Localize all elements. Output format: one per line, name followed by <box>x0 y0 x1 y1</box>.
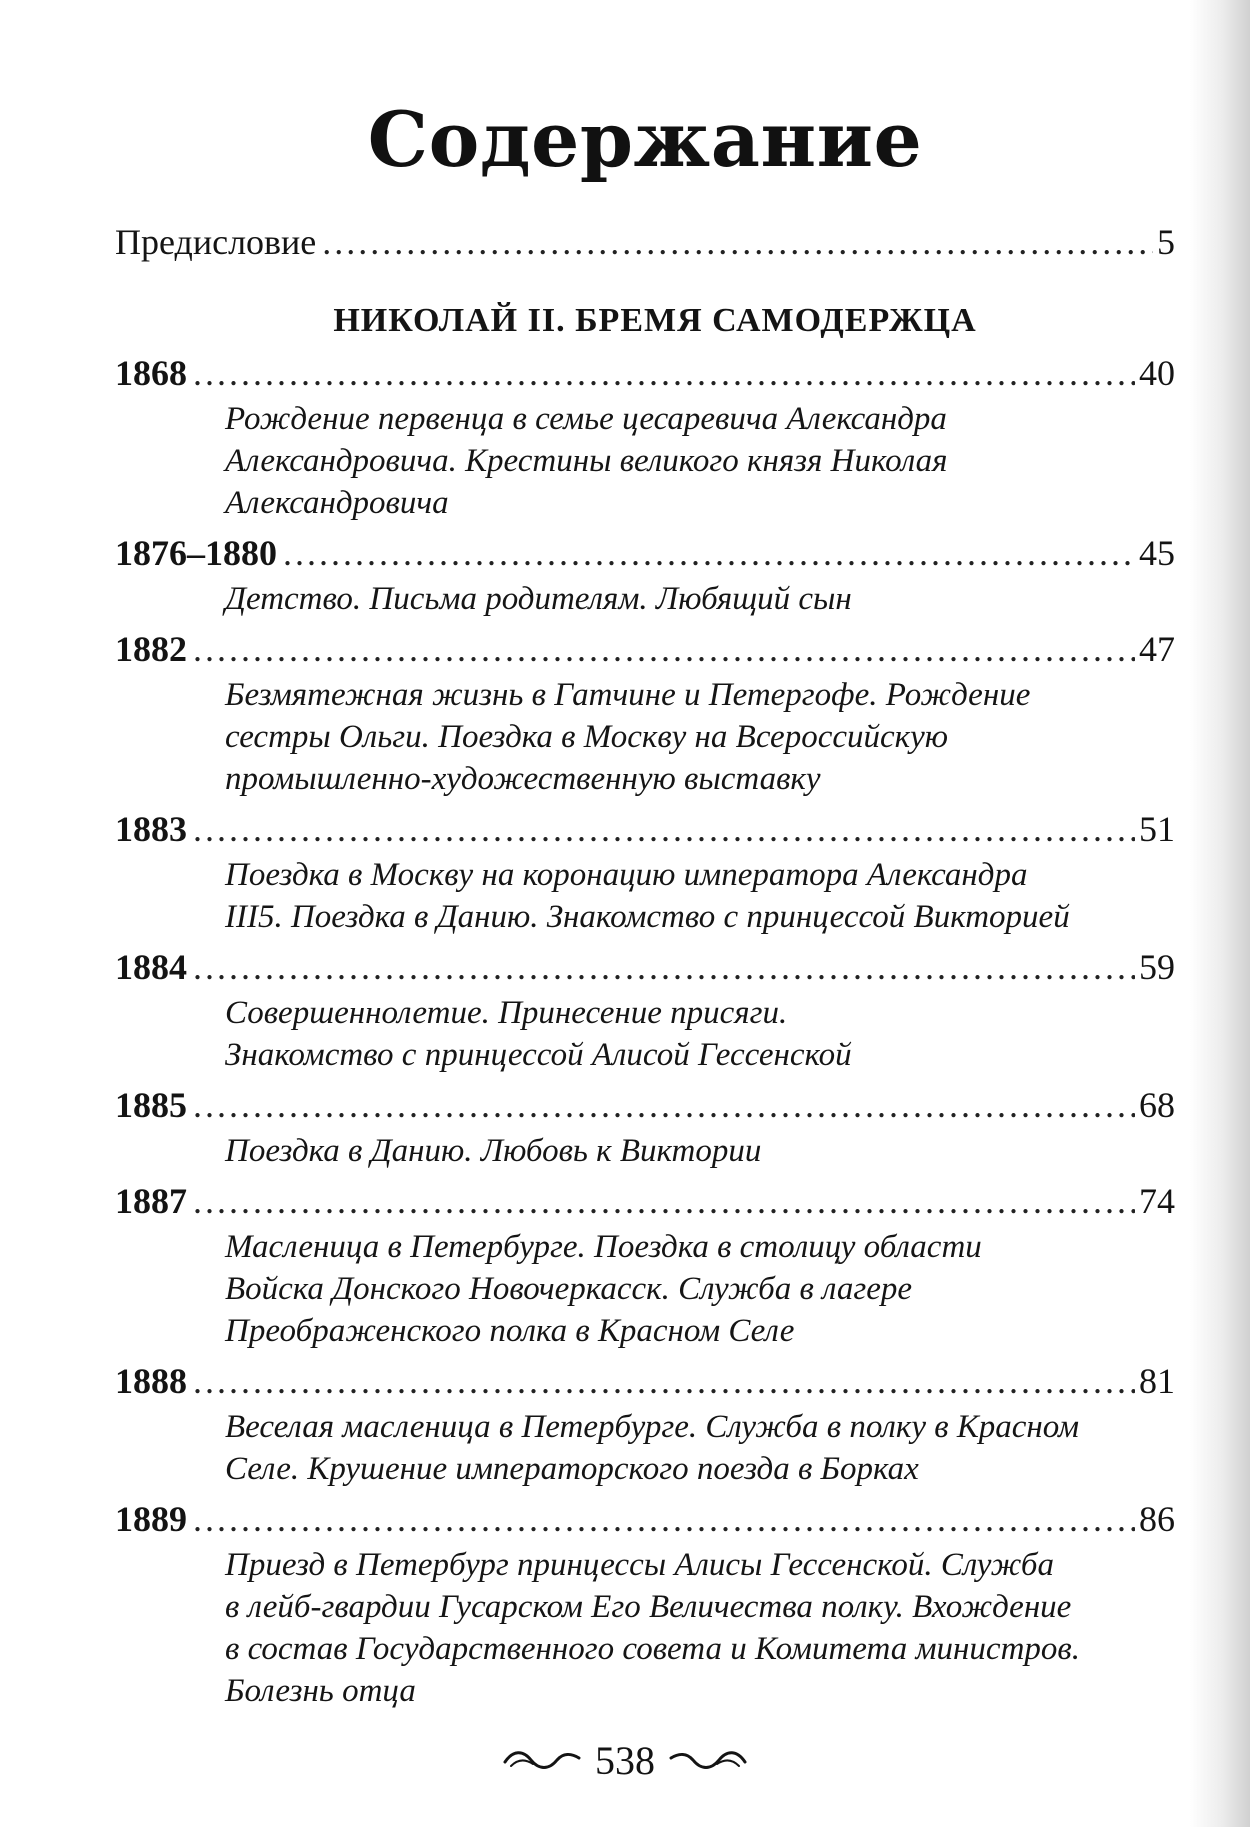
leader-dots <box>283 528 1135 578</box>
toc-entry-row <box>115 348 1175 398</box>
description-line: Поездка в Данию. Любовь к Виктории <box>225 1133 762 1169</box>
description-line: Совершеннолетие. Принесение присяги. <box>225 995 788 1031</box>
toc-entry-year: 1887 <box>115 1181 187 1221</box>
toc-page-number: 40 <box>1139 353 1175 393</box>
description-line: III5. Поездка в Данию. Знакомство с принцессой Викторией <box>225 899 1070 935</box>
description-line: в лейб-гвардии Гусарском Его Величества полку. Вхождение <box>225 1589 1072 1625</box>
leader-dots <box>193 1494 1135 1544</box>
description-line: Детство. Письма родителям. Любящий сын <box>225 581 852 617</box>
description-line: Александровича. Крестины великого князя Николая <box>225 443 948 479</box>
toc-entry-1887[interactable] <box>115 1176 1175 1352</box>
swash-ornament-icon <box>503 1746 581 1774</box>
toc-entry-1889[interactable] <box>115 1494 1175 1712</box>
toc-entry-row <box>115 942 1175 992</box>
description-line: промышленно-художественную выставку <box>225 761 821 797</box>
toc-page-number: 68 <box>1139 1085 1175 1125</box>
toc-entry-year: 1882 <box>115 629 187 669</box>
toc-entry-year: 1888 <box>115 1361 187 1401</box>
toc-entry-1884[interactable] <box>115 942 1175 1076</box>
description-line: Войска Донского Новочеркасск. Служба в лагере <box>225 1271 913 1307</box>
toc-entry-description <box>225 1544 1175 1712</box>
toc-page-number: 81 <box>1139 1361 1175 1401</box>
toc-page <box>115 0 1175 1712</box>
toc-entry-1885[interactable] <box>115 1080 1175 1172</box>
toc-entry-row <box>115 624 1175 674</box>
toc-entry-row <box>115 1080 1175 1130</box>
toc-entry-1888[interactable] <box>115 1356 1175 1490</box>
toc-entry-1876-1880[interactable] <box>115 528 1175 620</box>
toc-entry-description <box>225 1226 1175 1352</box>
toc-entry-1883[interactable] <box>115 804 1175 938</box>
toc-entry-1882[interactable] <box>115 624 1175 800</box>
description-line: Селе. Крушение императорского поезда в Борках <box>225 1451 919 1487</box>
leader-dots <box>193 348 1135 398</box>
toc-entry-description <box>225 854 1175 938</box>
toc-entry-label: Предисловие <box>115 222 317 262</box>
description-line: сестры Ольги. Поездка в Москву на Всероссийскую <box>225 719 948 755</box>
part-heading: НИКОЛАЙ II. БРЕМЯ САМОДЕРЖЦА <box>333 302 977 339</box>
description-line: Поездка в Москву на коронацию императора Александра <box>225 857 1028 893</box>
description-line: Болезнь отца <box>225 1673 416 1709</box>
toc-entry-description <box>225 1130 1175 1172</box>
description-line: Масленица в Петербурге. Поездка в столицу области <box>225 1229 982 1265</box>
toc-page-number: 5 <box>1157 222 1175 262</box>
leader-dots <box>193 1356 1135 1406</box>
page-footer <box>0 1735 1250 1785</box>
toc-entry-preface[interactable] <box>115 218 1175 266</box>
toc-entry-row <box>115 804 1175 854</box>
leader-dots <box>193 1080 1135 1130</box>
description-line: Знакомство с принцессой Алисой Гессенской <box>225 1037 852 1073</box>
toc-entry-year: 1883 <box>115 809 187 849</box>
toc-page-number: 74 <box>1139 1181 1175 1221</box>
leader-dots <box>193 804 1135 854</box>
toc-entry-description <box>225 992 1175 1076</box>
toc-entry-description <box>225 398 1175 524</box>
page-number: 538 <box>595 1737 655 1783</box>
toc-page-number: 51 <box>1139 809 1175 849</box>
toc-entry-year: 1885 <box>115 1085 187 1125</box>
toc-entry-1868[interactable] <box>115 348 1175 524</box>
leader-dots <box>322 218 1153 266</box>
toc-entry-year: 1889 <box>115 1499 187 1539</box>
toc-page-number: 47 <box>1139 629 1175 669</box>
swash-ornament-icon <box>669 1746 747 1774</box>
leader-dots <box>193 942 1135 992</box>
toc-entry-description <box>225 578 1175 620</box>
description-line: Безмятежная жизнь в Гатчине и Петергофе. Рождение <box>225 677 1031 713</box>
description-line: Рождение первенца в семье цесаревича Александра <box>225 401 947 437</box>
toc-entry-year: 1868 <box>115 353 187 393</box>
description-line: Веселая масленица в Петербурге. Служба в полку в Красном <box>225 1409 1080 1445</box>
toc-entry-year: 1876–1880 <box>115 533 277 573</box>
toc-page-number: 45 <box>1139 533 1175 573</box>
toc-entry-row <box>115 1494 1175 1544</box>
toc-entry-row <box>115 528 1175 578</box>
leader-dots <box>193 1176 1135 1226</box>
toc-entry-row <box>115 1176 1175 1226</box>
toc-page-number: 59 <box>1139 947 1175 987</box>
description-line: Приезд в Петербург принцессы Алисы Гессенской. Служба <box>225 1547 1054 1583</box>
description-line: Преображенского полка в Красном Селе <box>225 1313 795 1349</box>
description-line: в состав Государственного совета и Комитета министров. <box>225 1631 1080 1667</box>
leader-dots <box>193 624 1135 674</box>
toc-entries <box>115 348 1175 1712</box>
toc-entry-row <box>115 1356 1175 1406</box>
description-line: Александровича <box>225 485 449 521</box>
toc-entry-year: 1884 <box>115 947 187 987</box>
page-edge-shadow <box>1190 0 1250 1827</box>
toc-entry-description <box>225 1406 1175 1490</box>
toc-page-number: 86 <box>1139 1499 1175 1539</box>
page-title: Содержание <box>367 95 923 184</box>
toc-entry-description <box>225 674 1175 800</box>
